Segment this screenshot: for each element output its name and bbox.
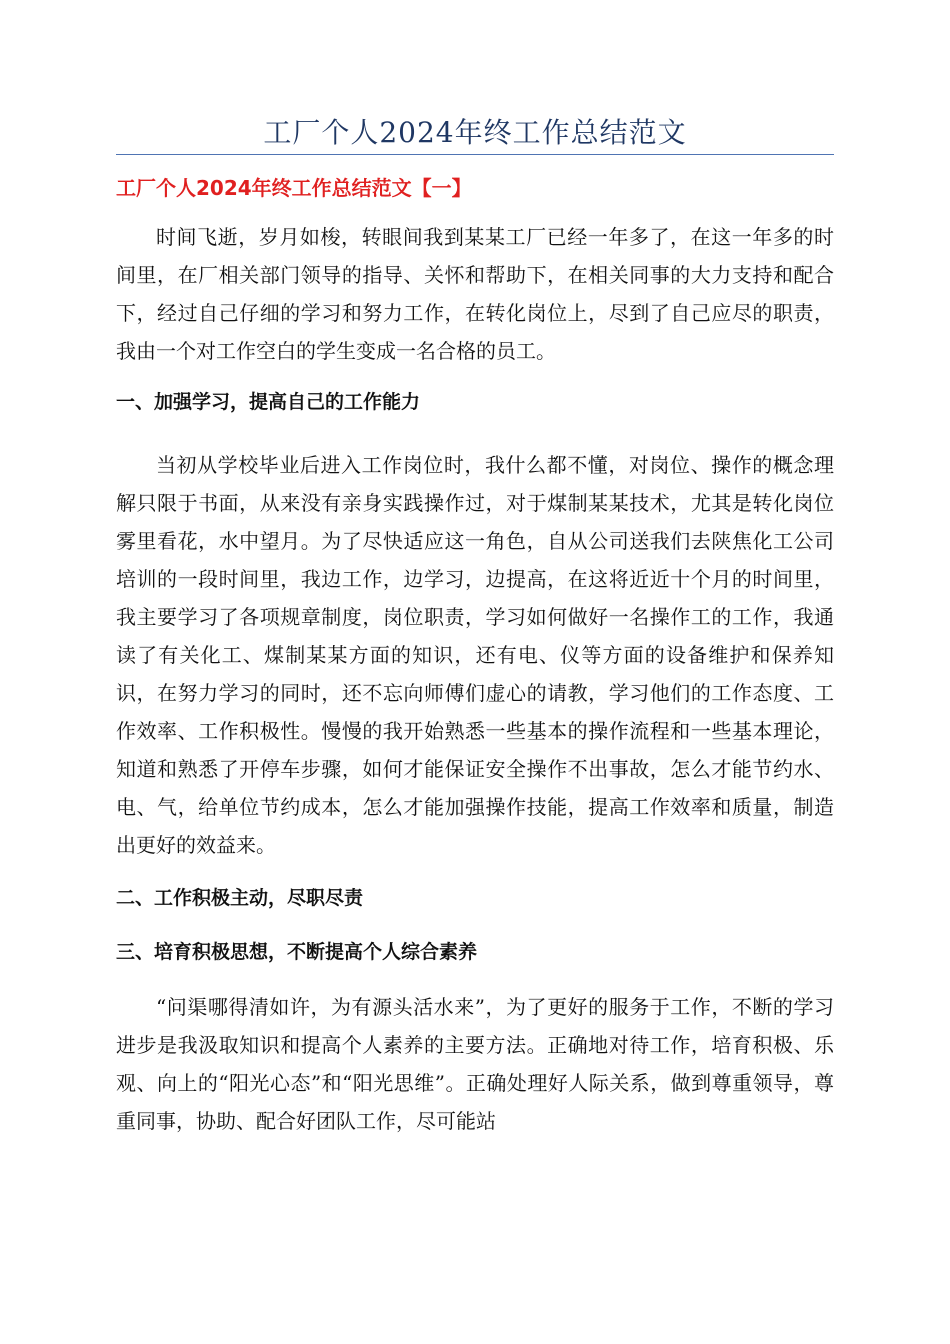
heading-learning: 一、加强学习，提高自己的工作能力 [116,391,421,413]
section-heading: 工厂个人2024年终工作总结范文【一】 [116,176,472,200]
title-underline [116,154,834,155]
learning-paragraph: 当初从学校毕业后进入工作岗位时，我什么都不懂，对岗位、操作的概念理解只限于书面，从来没有亲身实践操作过，对于煤制某某技术，尤其是转化岗位雾里看花，水中望月。为了尽快适应这一角色，自从公司送我们去陕焦化工公司培训的一段时间里，我边工作，边学习，边提高，在这将近近十个月的时间里，我主要学习了各项规章制度，岗位职责，学习如何做好一名操作工的工作，我通读了有关化工、煤制某某方面的知识，还有电、仪等方面的设备维护和保养知识，在努力学习的同时，还不忘向师傅们虚心的请教，学习他们的工作态度、工作效率、工作积极性。慢慢的我开始熟悉一些基本的操作流程和一些基本理论，知道和熟悉了开停车步骤，如何才能保证安全操作不出事故，怎么才能节约水、电、气，给单位节约成本，怎么才能加强操作技能，提高工作效率和质量，制造出更好的效益来。 [116,453,834,857]
intro-paragraph: 时间飞逝，岁月如梭，转眼间我到某某工厂已经一年多了，在这一年多的时间里，在厂相关部门领导的指导、关怀和帮助下，在相关同事的大力支持和配合下，经过自己仔细的学习和努力工作，在转化岗位上，尽到了自己应尽的职责，我由一个对工作空白的学生变成一名合格的员工。 [116,225,834,363]
document-body [116,172,834,1140]
quality-paragraph: “问渠哪得清如许，为有源头活水来”，为了更好的服务于工作，不断的学习进步是我汲取知识和提高个人素养的主要方法。正确地对待工作，培育积极、乐观、向上的“阳光心态”和“阳光思维”。正确处理好人际关系，做到尊重领导，尊重同事，协助、配合好团队工作，尽可能站 [116,995,834,1133]
document-title: 工厂个人2024年终工作总结范文 [263,116,687,149]
heading-proactive: 二、工作积极主动，尽职尽责 [116,887,364,909]
heading-quality: 三、培育积极思想，不断提高个人综合素养 [116,941,478,963]
